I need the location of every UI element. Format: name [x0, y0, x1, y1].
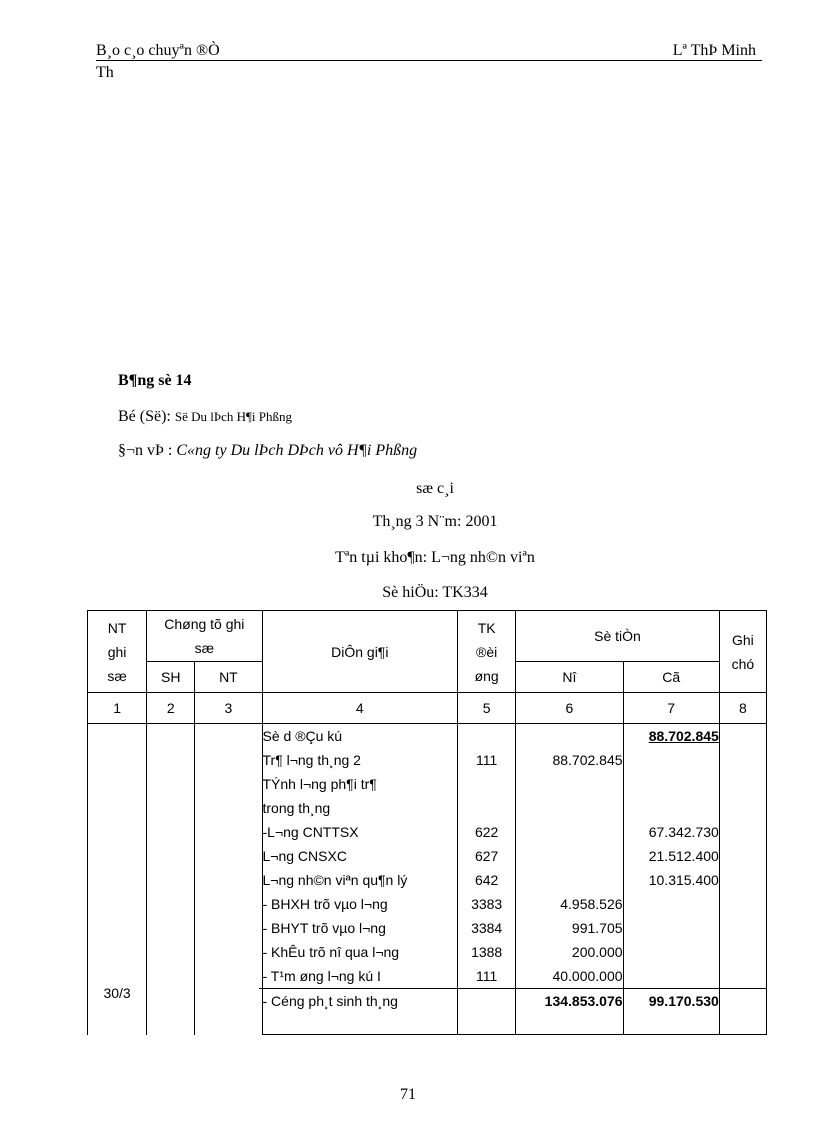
- header-so-tien: Sè tiÒn: [516, 611, 720, 662]
- row-co: 67.342.730: [648, 824, 719, 840]
- ledger-table: [87, 610, 767, 1035]
- row-no: 991.705: [571, 920, 623, 936]
- body-col-nt: [195, 724, 262, 1035]
- header-dien-giai: DiÔn gi¶i: [262, 611, 458, 693]
- row-desc: -L¬ng CNTTSX: [262, 824, 359, 840]
- body-col-co: [623, 724, 719, 1035]
- row-no: 200.000: [571, 944, 623, 960]
- col-number: 7: [623, 693, 719, 724]
- header-ghi-chu: Ghi chó: [719, 611, 766, 693]
- unit-line: [118, 408, 292, 426]
- header-left-title: B¸o c¸o chuyªn ®Ò: [96, 42, 220, 59]
- row-desc: - T¹m øng l¬ng kú I: [262, 968, 381, 984]
- account-number: Sè hiÖu: TK334: [382, 584, 488, 601]
- body-col-tk: [458, 724, 516, 1035]
- unit-value: Së Du lÞch H¶i Phßng: [174, 409, 292, 424]
- column-number-row: [88, 693, 767, 724]
- body-col-date: [88, 724, 147, 1035]
- header-left-title-cont: Th: [96, 64, 114, 81]
- header-chung-tu: Chøng tõ ghi sæ: [147, 611, 262, 662]
- row-no: 40.000.000: [552, 968, 623, 984]
- opening-balance-co: 88.702.845: [648, 728, 719, 744]
- book-period: Th¸ng 3 N¨m: 2001: [372, 513, 498, 530]
- row-desc: L¬ng CNSXC: [262, 848, 347, 864]
- page-number: 71: [400, 1086, 416, 1103]
- row-tk: 3384: [471, 920, 503, 936]
- row-co: 21.512.400: [648, 848, 719, 864]
- row-desc: - BHXH trõ vµo l¬ng: [262, 896, 388, 912]
- total-co: 99.170.530: [624, 988, 725, 1013]
- header-rule: [96, 60, 762, 61]
- row-tk: 627: [474, 848, 499, 864]
- row-desc: - KhÊu trõ nî qua l¬ng: [262, 944, 400, 960]
- org-line: [118, 442, 417, 460]
- header-co: Cã: [623, 662, 719, 693]
- col-number: 4: [262, 693, 458, 724]
- body-col-sh: [147, 724, 195, 1035]
- row-tk: 1388: [471, 944, 503, 960]
- book-title: sæ c¸i: [416, 480, 454, 497]
- total-date: 30/3: [103, 985, 131, 1001]
- total-desc: - Céng ph¸t sinh th¸ng: [259, 988, 458, 1013]
- col-number: 2: [147, 693, 195, 724]
- unit-label: Bé (Së):: [118, 408, 171, 425]
- row-no: 88.702.845: [552, 752, 623, 768]
- row-tk: 111: [476, 752, 498, 768]
- col-number: 8: [719, 693, 766, 724]
- org-value: C«ng ty Du lÞch DÞch vô H¶i Phßng: [176, 442, 418, 459]
- header-nt-ghi-so: NT ghi sæ: [88, 611, 147, 693]
- row-desc: Sè d ®Çu kú: [262, 728, 343, 744]
- row-desc: - BHYT trõ vµo l¬ng: [262, 920, 386, 936]
- table-number: B¶ng sè 14: [118, 372, 192, 389]
- row-desc: L¬ng nh©n viªn qu¶n lý: [262, 872, 408, 888]
- row-desc: Tr¶ l¬ng th¸ng 2: [262, 752, 361, 768]
- row-tk: 3383: [471, 896, 503, 912]
- row-tk: 111: [476, 968, 498, 984]
- row-desc: TÝnh l¬ng ph¶i tr¶: [262, 776, 377, 792]
- total-no: 134.853.076: [516, 988, 628, 1013]
- header-tk-doi-ung: TK ®èi øng: [458, 611, 516, 693]
- row-no: 4.958.526: [560, 896, 623, 912]
- body-col-desc: [262, 724, 458, 1035]
- header-nt: NT: [195, 662, 262, 693]
- org-label: §¬n vÞ :: [118, 442, 173, 459]
- row-desc: trong th¸ng: [262, 800, 331, 816]
- body-col-ghi-chu: [719, 724, 766, 1035]
- body-col-no: [516, 724, 623, 1035]
- col-number: 3: [195, 693, 262, 724]
- col-number: 5: [458, 693, 516, 724]
- row-tk: 642: [474, 872, 499, 888]
- row-co: 10.315.400: [648, 872, 719, 888]
- header-no: Nî: [516, 662, 623, 693]
- col-number: 6: [516, 693, 623, 724]
- row-tk: 622: [474, 824, 499, 840]
- header-author: Lª ThÞ Minh: [672, 42, 756, 59]
- header-sh: SH: [147, 662, 195, 693]
- account-name: Tªn tµi kho¶n: L¬ng nh©n viªn: [335, 549, 535, 566]
- col-number: 1: [88, 693, 147, 724]
